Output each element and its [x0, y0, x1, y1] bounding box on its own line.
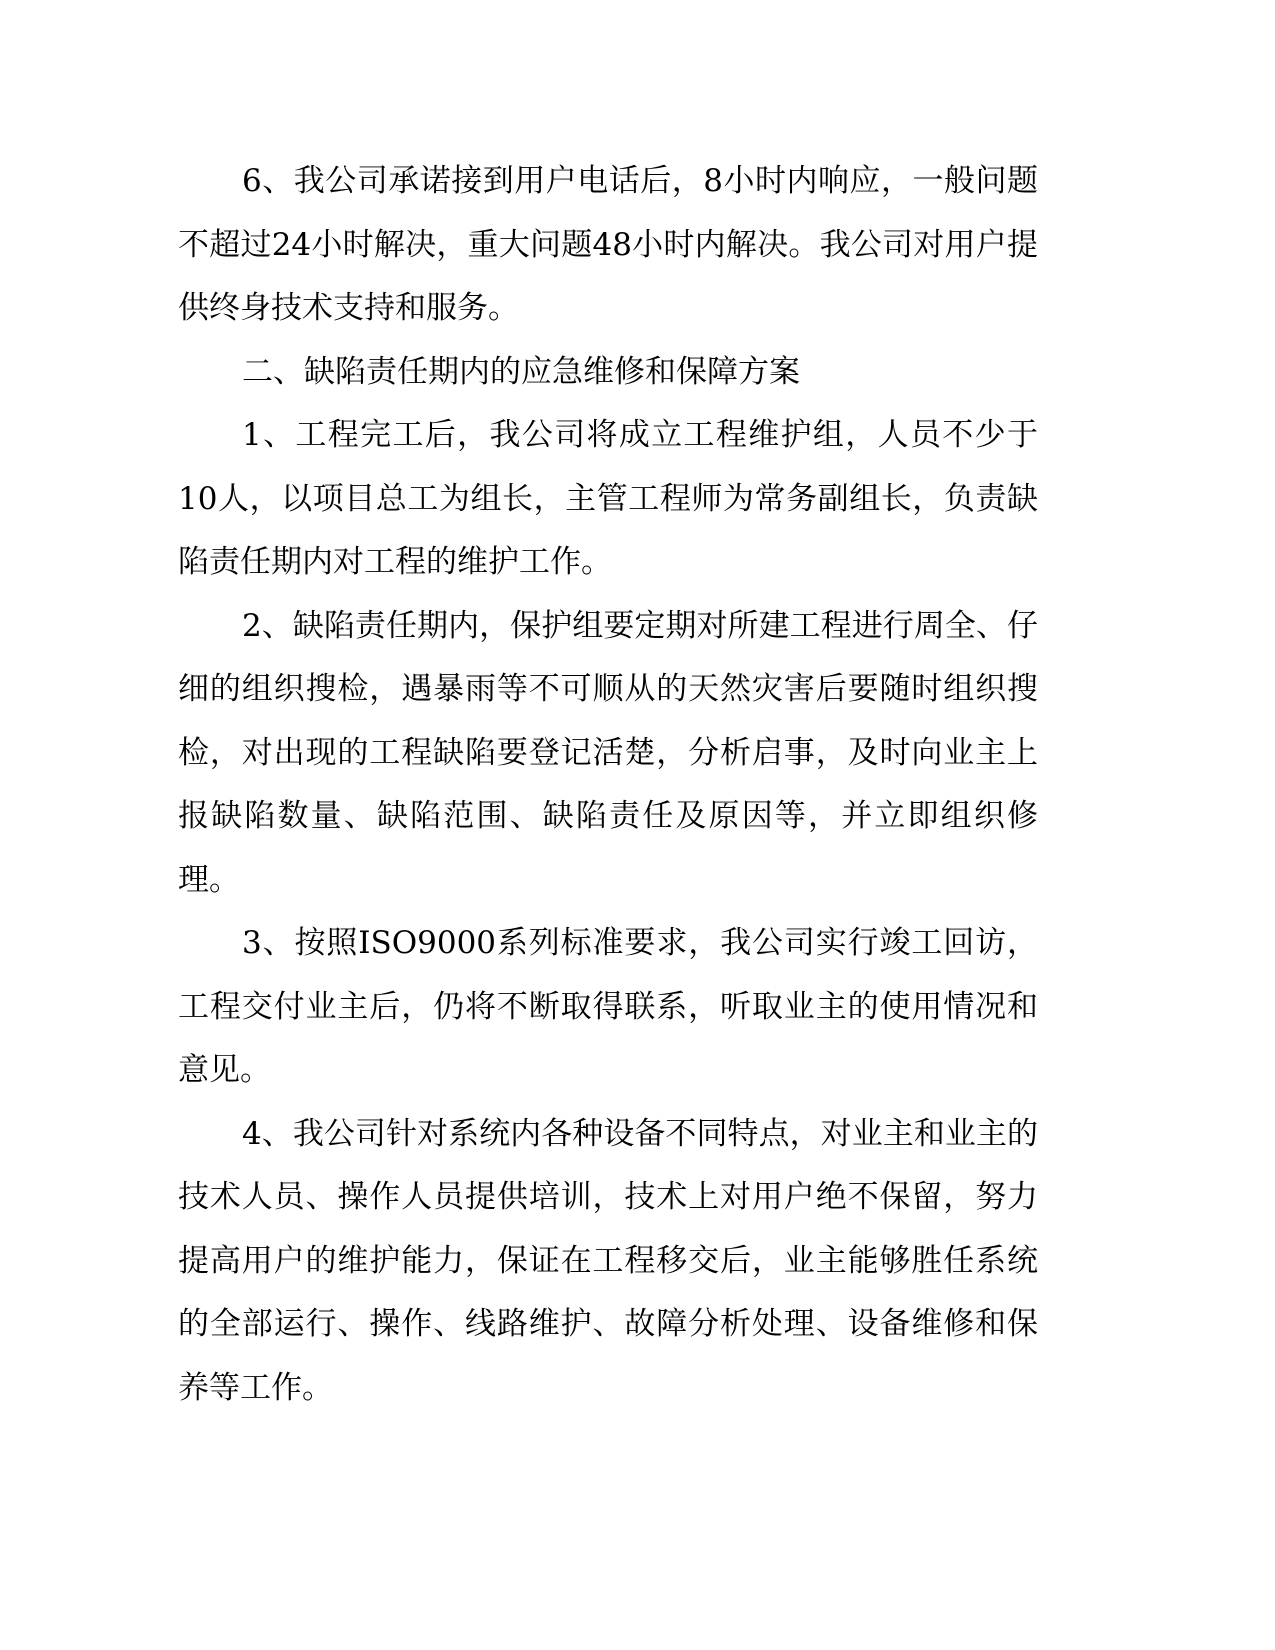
paragraph-defect-inspection: 2、缺陷责任期内，保护组要定期对所建工程进行周全、仔细的组织搜检，遇暴雨等不可顺从的天然灾害后要随时组织搜检，对出现的工程缺陷要登记活楚，分析启事，及时向业主上报缺陷数量、缺陷范围、缺陷责任及原因等，并立即组织修理。 [178, 607, 1038, 898]
paragraph-maintenance-team: 1、工程完工后，我公司将成立工程维护组，人员不少于10人，以项目总工为组长，主管工程师为常务副组长，负责缺陷责任期内对工程的维护工作。 [178, 417, 1038, 580]
section-heading-emergency-repair: 二、缺陷责任期内的应急维修和保障方案 [242, 353, 800, 390]
document-body [178, 150, 1038, 1420]
paragraph-user-training: 4、我公司针对系统内各种设备不同特点，对业主和业主的技术人员、操作人员提供培训，技术上对用户绝不保留，努力提高用户的维护能力，保证在工程移交后，业主能够胜任系统的全部运行、操作、线路维护、故障分析处理、设备维修和保养等工作。 [178, 1115, 1038, 1406]
paragraph-completion-follow-up: 3、按照ISO9000系列标准要求，我公司实行竣工回访，工程交付业主后，仍将不断取得联系，听取业主的使用情况和意见。 [178, 925, 1038, 1088]
paragraph-response-commitment: 6、我公司承诺接到用户电话后，8小时内响应，一般问题不超过24小时解决，重大问题48小时内解决。我公司对用户提供终身技术支持和服务。 [178, 163, 1038, 326]
